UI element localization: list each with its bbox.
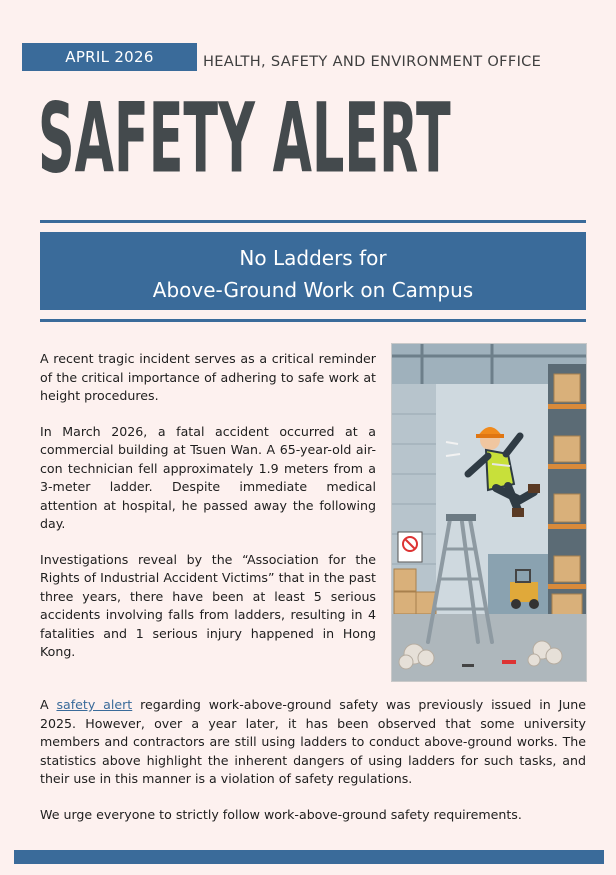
main-text (40, 696, 586, 841)
divider-bottom (40, 319, 586, 322)
date-badge: APRIL 2026 (22, 43, 197, 71)
reminder-text: regarding work-above-ground safety was previously issued in June 2025. However, over a year later, it has been observed that some university members and contractors are still using ladders to conduct above-ground works. The statistics above highlight the inherent dangers of using ladders for such tasks, and their use in this manner is a violation of safety regulations. (40, 697, 587, 786)
banner-line-1: No Ladders for (239, 246, 387, 270)
subtitle-banner (40, 232, 586, 310)
reminder-paragraph (40, 696, 586, 789)
investigation-paragraph: Investigations reveal by the “Association for the Rights of Industrial Accident Victims” that in the past three years, there have been at least 5 serious accidents involving falls from ladders, resulting in 4 fatalities and 1 serious injury happened in Hong Kong. (40, 551, 376, 659)
intro-paragraph: A recent tragic incident serves as a critical reminder of the critical importance of adhering to safe work at height procedures. (40, 351, 376, 403)
footer-bar (14, 850, 604, 864)
reminder-prefix: A (40, 697, 57, 712)
urge-paragraph: We urge everyone to strictly follow work-above-ground safety requirements. (40, 806, 522, 822)
warehouse-scene-image (392, 344, 586, 681)
office-name: HEALTH, SAFETY AND ENVIRONMENT OFFICE (203, 53, 542, 70)
ladder-fall-illustration (391, 343, 587, 682)
divider-top (40, 220, 586, 223)
safety-alert-link[interactable]: safety alert (56, 697, 133, 712)
intro-column (40, 350, 376, 679)
page-title: SAFETY ALERT (38, 81, 451, 195)
banner-line-2: Above-Ground Work on Campus (152, 278, 474, 302)
incident-paragraph: In March 2026, a fatal accident occurred at a commercial building at Tsuen Wan. A 65-year-old air-con technician fell approximately 1.9 meters from a 3-meter ladder. Despite immediate medical attention at hospital, he passed away the following day. (40, 423, 376, 531)
